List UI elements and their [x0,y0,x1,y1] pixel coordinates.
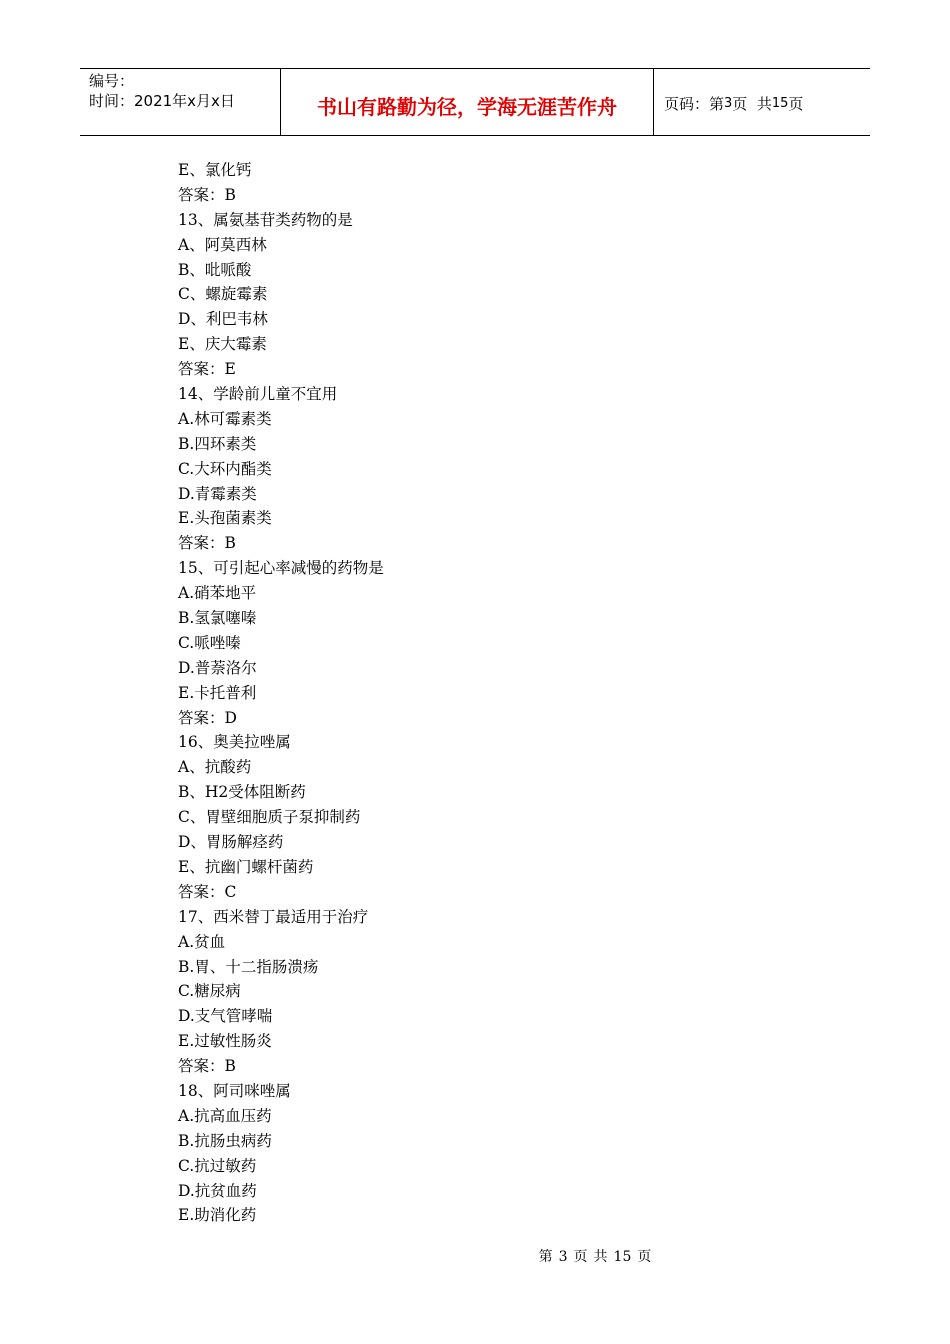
text-line: C.大环内酯类 [178,459,272,478]
text-line: D.普萘洛尔 [178,658,257,677]
text-line: D.支气管哮喘 [178,1007,273,1026]
text-line: E.过敏性肠炎 [178,1032,272,1051]
text-line: 16、奥美拉唑属 [178,733,291,752]
page-suffix: 页 [788,94,804,113]
question-list [178,158,384,1228]
text-line: E.头孢菌素类 [178,509,272,528]
page-footer [0,1246,950,1266]
header-meta [80,69,281,135]
text-line: E、庆大霉素 [178,335,267,354]
time-label: 时间：2021年x月x日 [89,92,235,110]
text-line: E、氯化钙 [178,161,252,179]
text-line: C.哌唑嗪 [178,633,241,652]
text-line: C.糖尿病 [178,982,241,1001]
text-line: B.抗肠虫病药 [178,1131,272,1150]
text-line: 答案：B [178,185,236,204]
text-line: 17、西米替丁最适用于治疗 [178,907,369,926]
text-line: C.抗过敏药 [178,1156,257,1175]
text-line: 答案：B [178,1057,236,1076]
text-line: B、H2受体阻断药 [178,783,306,802]
text-line: 15、可引起心率减慢的药物是 [178,559,384,578]
text-line: B.四环素类 [178,434,257,453]
header-page-info [654,69,870,135]
text-line: E.卡托普利 [178,683,257,702]
text-line: C、螺旋霉素 [178,285,268,304]
page-mid: 页 共 [732,94,772,113]
text-line: 答案：B [178,534,236,553]
number-label: 编号： [89,72,135,90]
footer-word: 第 [538,1249,553,1265]
footer-word: 页 [637,1249,652,1265]
text-line: 答案：C [178,882,237,901]
text-line: A.贫血 [178,932,226,951]
footer-total: 15 [613,1249,632,1265]
header-motto: 书山有路勤为径，学海无涯苦作舟 [281,69,654,135]
text-line: A.抗高血压药 [178,1106,272,1125]
text-line: E.助消化药 [178,1206,257,1225]
text-line: B.胃、十二指肠溃疡 [178,957,319,976]
text-line: B、吡哌酸 [178,260,252,279]
text-line: A、抗酸药 [178,758,252,777]
text-line: E、抗幽门螺杆菌药 [178,857,314,876]
footer-word: 页 [573,1249,588,1265]
text-line: 13、属氨基苷类药物的是 [178,210,353,229]
text-line: D、利巴韦林 [178,310,268,329]
text-line: C、胃壁细胞质子泵抑制药 [178,808,361,827]
page-total: 15 [771,95,789,111]
text-line: A、阿莫西林 [178,235,267,254]
text-line: 14、学龄前儿童不宜用 [178,385,338,404]
page-prefix: 页码：第 [664,94,725,113]
page-current: 3 [724,95,733,111]
footer-word: 共 [593,1249,608,1265]
footer-current: 3 [558,1249,568,1265]
text-line: D.青霉素类 [178,484,257,503]
text-line: D、胃肠解痉药 [178,833,284,852]
text-line: 答案：D [178,708,237,727]
text-line: B.氢氯噻嗪 [178,609,257,628]
text-line: A.硝苯地平 [178,584,257,603]
text-line: A.林可霉素类 [178,409,272,428]
text-line: D.抗贫血药 [178,1181,257,1200]
text-line: 18、阿司咪唑属 [178,1081,291,1100]
text-line: 答案：E [178,360,236,379]
page-header [80,68,870,136]
